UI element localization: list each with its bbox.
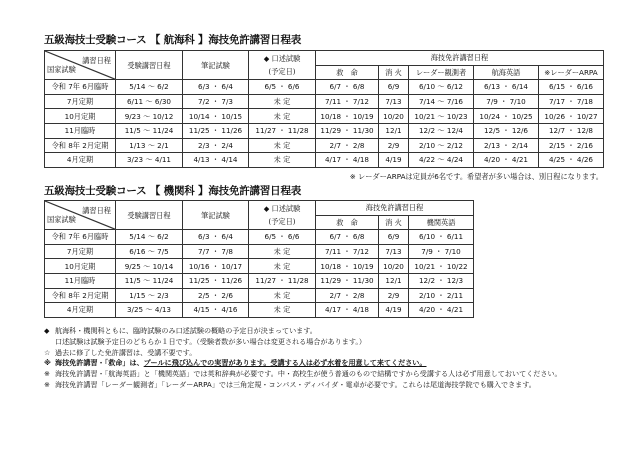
nautical-english-dates: 10/24 ・ 10/25 [474, 109, 539, 124]
firefighting-date: 6/9 [379, 230, 409, 245]
reference-mark-icon: ※ [44, 358, 51, 368]
header-nautical-english: 航海英語 [474, 65, 539, 80]
radar-arpa-dates: 7/17 ・ 7/18 [539, 94, 604, 109]
note-text: 航海科・機関科ともに、臨時試験のみ口述試験の概略の予定日が決まっています。 [55, 326, 317, 335]
prep-dates: 1/15 ～ 2/3 [116, 288, 183, 303]
prep-dates: 5/14 ～ 6/2 [116, 80, 183, 95]
written-dates: 6/3 ・ 6/4 [183, 80, 249, 95]
oral-dates: 6/5 ・ 6/6 [249, 230, 316, 245]
table-row [45, 230, 474, 245]
prep-dates: 9/25 ～ 10/14 [116, 259, 183, 274]
oral-dates: 未 定 [249, 153, 316, 168]
note-text: 海技免許講習「レーダー観測者」「レーダーARPA」では三角定規・コンパス・ディバイダ・電卓が必要です。これらは尾道海技学院でも購入できます。 [55, 379, 536, 389]
prep-dates: 6/11 ～ 6/30 [116, 94, 183, 109]
lifesaving-dates: 4/17 ・ 4/18 [316, 153, 379, 168]
firefighting-date: 7/13 [379, 94, 409, 109]
written-dates: 6/3 ・ 6/4 [183, 230, 249, 245]
written-dates: 2/5 ・ 2/6 [183, 288, 249, 303]
table-row [45, 259, 474, 274]
radar-observer-dates: 6/10 ～ 6/12 [409, 80, 474, 95]
firefighting-date: 10/20 [379, 259, 409, 274]
oral-exam-sublabel: (予定日) [268, 217, 296, 227]
radar-observer-dates: 4/22 ～ 4/24 [409, 153, 474, 168]
star-bullet-icon: ☆ [44, 347, 51, 357]
prep-dates: 5/14 ～ 6/2 [116, 230, 183, 245]
header-exam-label: 国家試験 [47, 215, 76, 225]
note-line [44, 348, 562, 359]
written-dates: 11/25 ・ 11/26 [183, 273, 249, 288]
header-written-exam: 筆記試験 [183, 201, 249, 230]
table-row [45, 94, 604, 109]
oral-dates: 未 定 [249, 138, 316, 153]
navigation-schedule-title: 五級海技士受験コース 【 航海科 】海技免許講習日程表 [44, 34, 302, 46]
header-prep-course: 受験講習日程 [116, 51, 183, 80]
prep-dates: 9/23 ～ 10/12 [116, 109, 183, 124]
header-exam-label: 国家試験 [47, 65, 76, 75]
note-line-lifesaving-warning [44, 358, 562, 369]
lifesaving-dates: 11/29 ・ 11/30 [316, 123, 379, 138]
engineering-english-dates: 10/21 ・ 10/22 [409, 259, 474, 274]
written-dates: 7/7 ・ 7/8 [183, 244, 249, 259]
engine-schedule-table [44, 200, 474, 318]
oral-dates: 6/5 ・ 6/6 [249, 80, 316, 95]
prep-dates: 6/16 ～ 7/5 [116, 244, 183, 259]
oral-dates: 未 定 [249, 244, 316, 259]
prep-dates: 3/23 ～ 4/11 [116, 153, 183, 168]
engineering-english-dates: 2/10 ・ 2/11 [409, 288, 474, 303]
exam-session: 4月定期 [45, 153, 116, 168]
exam-session: 11月臨時 [45, 123, 116, 138]
oral-dates: 未 定 [249, 109, 316, 124]
written-dates: 4/13 ・ 4/14 [183, 153, 249, 168]
arpa-capacity-note: ※ レーダーARPAは定員が6名です。希望者が多い場合は、別日程になります。 [349, 172, 603, 181]
table-row [45, 123, 604, 138]
written-dates: 10/14 ・ 10/15 [183, 109, 249, 124]
diamond-bullet-icon: ◆ [44, 326, 50, 335]
firefighting-date: 2/9 [379, 138, 409, 153]
oral-dates: 未 定 [249, 288, 316, 303]
oral-dates: 11/27 ・ 11/28 [249, 273, 316, 288]
header-radar-arpa: ※レーダーARPA [539, 65, 604, 80]
exam-session: 令和 8年 2月定期 [45, 138, 116, 153]
note-text: 口述試験は試験予定日のどちらか１日です。（受験者数が多い場合は変更される場合があります。） [55, 336, 366, 346]
exam-session: 令和 7年 6月臨時 [45, 230, 116, 245]
note-line [44, 380, 562, 391]
written-dates: 10/16 ・ 10/17 [183, 259, 249, 274]
header-license-course-group: 海技免許講習日程 [316, 201, 474, 216]
note-text: 海技免許講習・「航海英語」と「機関英語」では英和辞典が必要です。中・高校生が使う普通のもので結構ですから受講する人は必ず用意しておいてください。 [55, 369, 562, 379]
radar-arpa-dates: 10/26 ・ 10/27 [539, 109, 604, 124]
table-row [45, 153, 604, 168]
written-dates: 7/2 ・ 7/3 [183, 94, 249, 109]
lifesaving-dates: 6/7 ・ 6/8 [316, 230, 379, 245]
written-dates: 4/15 ・ 4/16 [183, 303, 249, 318]
header-corner [45, 51, 116, 80]
radar-arpa-dates: 2/15 ・ 2/16 [539, 138, 604, 153]
radar-arpa-dates: 12/7 ・ 12/8 [539, 123, 604, 138]
exam-session: 7月定期 [45, 94, 116, 109]
note-text-underlined: プールに飛び込んでの実習があります。受講する人は必ず水着を用意して来てください。 [143, 358, 427, 368]
nautical-english-dates: 7/9 ・ 7/10 [474, 94, 539, 109]
header-radar-observer: レーダー観測者 [409, 65, 474, 80]
header-firefighting: 消 火 [379, 65, 409, 80]
nautical-english-dates: 4/20 ・ 4/21 [474, 153, 539, 168]
engineering-english-dates: 4/20 ・ 4/21 [409, 303, 474, 318]
lifesaving-dates: 11/29 ・ 11/30 [316, 273, 379, 288]
oral-dates: 11/27 ・ 11/28 [249, 123, 316, 138]
note-text: 過去に修了した免許講習は、受講不要です。 [55, 347, 197, 357]
written-dates: 2/3 ・ 2/4 [183, 138, 249, 153]
radar-arpa-dates: 4/25 ・ 4/26 [539, 153, 604, 168]
note-text-bold: 海技免許講習・「救命」は、 [55, 358, 144, 368]
note-line [44, 337, 562, 348]
lifesaving-dates: 7/11 ・ 7/12 [316, 94, 379, 109]
header-lifesaving: 救 命 [316, 215, 379, 230]
reference-mark-icon: ※ [44, 369, 50, 379]
navigation-schedule-table [44, 50, 604, 168]
header-schedule-label: 講習日程 [82, 206, 111, 215]
lifesaving-dates: 10/18 ・ 10/19 [316, 259, 379, 274]
lifesaving-dates: 10/18 ・ 10/19 [316, 109, 379, 124]
exam-session: 7月定期 [45, 244, 116, 259]
exam-session: 10月定期 [45, 109, 116, 124]
header-schedule-label: 講習日程 [82, 56, 111, 65]
header-corner [45, 201, 116, 230]
oral-dates: 未 定 [249, 94, 316, 109]
oral-dates: 未 定 [249, 303, 316, 318]
table-row [45, 288, 474, 303]
oral-dates: 未 定 [249, 259, 316, 274]
lifesaving-dates: 7/11 ・ 7/12 [316, 244, 379, 259]
header-license-course-group: 海技免許講習日程 [316, 51, 604, 66]
note-line [44, 369, 562, 380]
lifesaving-dates: 4/17 ・ 4/18 [316, 303, 379, 318]
prep-dates: 11/5 ～ 11/24 [116, 123, 183, 138]
written-dates: 11/25 ・ 11/26 [183, 123, 249, 138]
header-lifesaving: 救 命 [316, 65, 379, 80]
engineering-english-dates: 12/2 ・ 12/3 [409, 273, 474, 288]
oral-exam-label: ◆ 口述試験 [263, 204, 301, 214]
header-oral-exam [249, 201, 316, 230]
table-row [45, 138, 604, 153]
header-oral-exam [249, 51, 316, 80]
engine-schedule-title: 五級海技士受験コース 【 機関科 】海技免許講習日程表 [44, 185, 302, 197]
lifesaving-dates: 2/7 ・ 2/8 [316, 138, 379, 153]
radar-observer-dates: 10/21 ～ 10/23 [409, 109, 474, 124]
firefighting-date: 2/9 [379, 288, 409, 303]
reference-mark-icon: ※ [44, 379, 50, 389]
nautical-english-dates: 2/13 ・ 2/14 [474, 138, 539, 153]
firefighting-date: 4/19 [379, 303, 409, 318]
header-written-exam: 筆記試験 [183, 51, 249, 80]
oral-exam-label: ◆ 口述試験 [263, 54, 301, 64]
firefighting-date: 12/1 [379, 273, 409, 288]
table-row [45, 273, 474, 288]
radar-observer-dates: 12/2 ～ 12/4 [409, 123, 474, 138]
lifesaving-dates: 2/7 ・ 2/8 [316, 288, 379, 303]
header-prep-course: 受験講習日程 [116, 201, 183, 230]
engineering-english-dates: 6/10 ・ 6/11 [409, 230, 474, 245]
radar-arpa-dates: 6/15 ・ 6/16 [539, 80, 604, 95]
prep-dates: 11/5 ～ 11/24 [116, 273, 183, 288]
firefighting-date: 12/1 [379, 123, 409, 138]
firefighting-date: 7/13 [379, 244, 409, 259]
radar-observer-dates: 2/10 ～ 2/12 [409, 138, 474, 153]
table-row [45, 244, 474, 259]
header-firefighting: 消 火 [379, 215, 409, 230]
lifesaving-dates: 6/7 ・ 6/8 [316, 80, 379, 95]
table-row [45, 109, 604, 124]
notes-section [44, 326, 562, 391]
header-engineering-english: 機関英語 [409, 215, 474, 230]
firefighting-date: 10/20 [379, 109, 409, 124]
table-row [45, 303, 474, 318]
prep-dates: 3/25 ～ 4/13 [116, 303, 183, 318]
nautical-english-dates: 12/5 ・ 12/6 [474, 123, 539, 138]
firefighting-date: 4/19 [379, 153, 409, 168]
note-line [44, 326, 562, 337]
firefighting-date: 6/9 [379, 80, 409, 95]
exam-session: 10月定期 [45, 259, 116, 274]
nautical-english-dates: 6/13 ・ 6/14 [474, 80, 539, 95]
exam-session: 令和 8年 2月定期 [45, 288, 116, 303]
table-row [45, 80, 604, 95]
prep-dates: 1/13 ～ 2/1 [116, 138, 183, 153]
exam-session: 4月定期 [45, 303, 116, 318]
engineering-english-dates: 7/9 ・ 7/10 [409, 244, 474, 259]
exam-session: 令和 7年 6月臨時 [45, 80, 116, 95]
radar-observer-dates: 7/14 ～ 7/16 [409, 94, 474, 109]
oral-exam-sublabel: (予定日) [268, 67, 296, 77]
exam-session: 11月臨時 [45, 273, 116, 288]
